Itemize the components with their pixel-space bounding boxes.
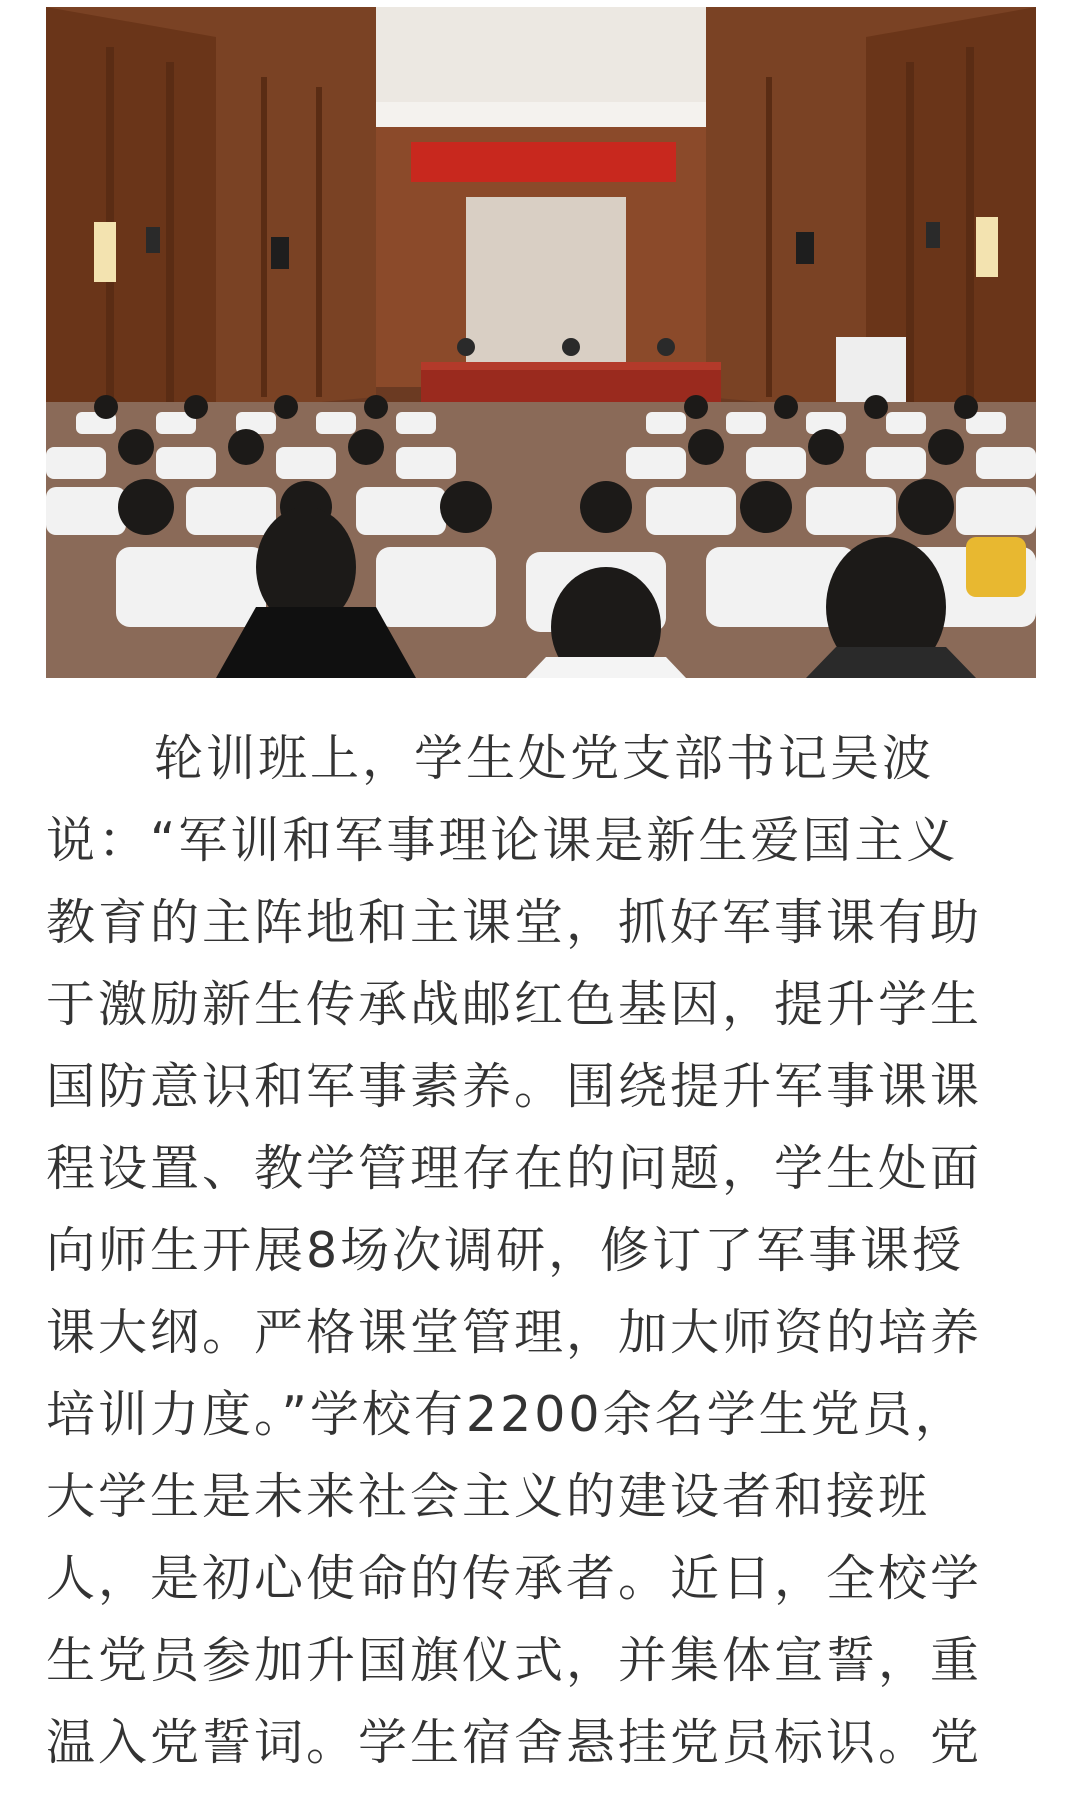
article-body (46, 718, 1046, 1784)
article-line: 培训力度。”学校有2200余名学生党员， (46, 1386, 967, 1443)
article-line: 向师生开展8场次调研，修订了军事课授 (46, 1222, 965, 1279)
article-line: 大学生是未来社会主义的建设者和接班 (46, 1468, 931, 1525)
meeting-hall-photo (46, 7, 1036, 678)
article-line: 于激励新生传承战邮红色基因，提升学生 (46, 976, 983, 1033)
article-line: 教育的主阵地和主课堂，抓好军事课有助 (46, 894, 983, 951)
article-line: 人，是初心使命的传承者。近日，全校学 (46, 1550, 983, 1607)
article-line: 温入党誓词。学生宿舍悬挂党员标识。党 (46, 1714, 983, 1771)
article-line: 国防意识和军事素养。围绕提升军事课课 (46, 1058, 983, 1115)
article-line: 程设置、教学管理存在的问题，学生处面 (46, 1140, 983, 1197)
article-line: 课大纲。严格课堂管理，加大师资的培养 (46, 1304, 983, 1361)
article-line: 轮训班上，学生处党支部书记吴波 (154, 730, 935, 787)
article-line: 说：“军训和军事理论课是新生爱国主义 (46, 812, 959, 869)
article-line: 生党员参加升国旗仪式，并集体宣誓，重 (46, 1632, 983, 1689)
